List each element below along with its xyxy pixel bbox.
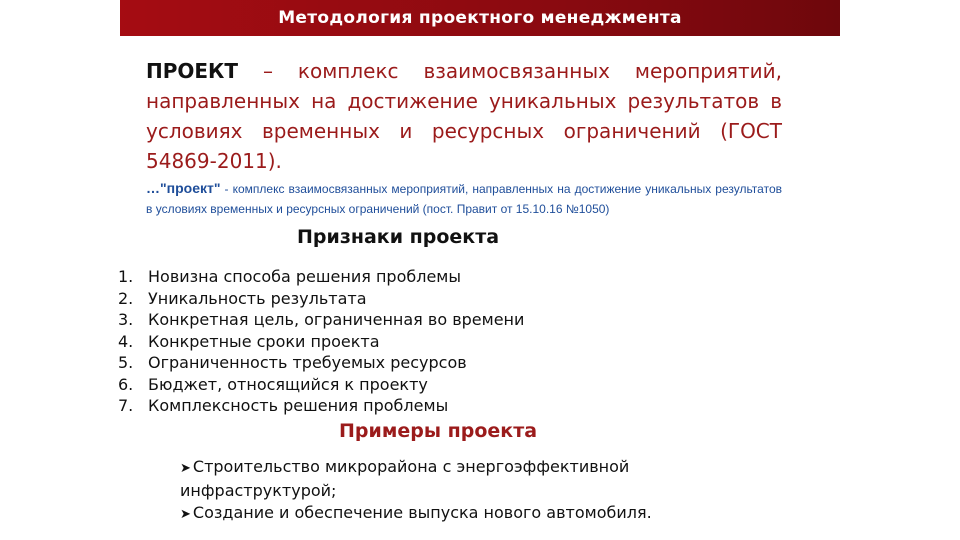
feature-item [118,288,524,310]
project-definition [146,56,782,176]
quote-term: …"проект" [146,180,221,196]
feature-number: 6. [118,374,134,394]
features-title: Признаки проекта [297,226,500,248]
feature-item [118,374,524,396]
examples-list [180,456,740,526]
quote-text: - комплекс взаимосвязанных мероприятий, направленных на достижение уникальных результатов в условиях временных и ресурсных ограничений (пост. Правит от 15.10.16 №1050) [146,182,782,216]
header-bar [120,0,840,36]
feature-number: 5. [118,353,134,372]
feature-text: Конкретная цель, ограниченная во времени [148,310,525,329]
feature-number: 7. [118,396,134,415]
features-list [118,266,524,417]
example-text: Строительство микрорайона с энергоэффективной инфраструктурой; [180,457,630,500]
arrow-right-icon: ➤ [180,461,191,476]
page-title: Методология проектного менеджмента [278,8,682,28]
arrow-right-icon: ➤ [180,507,191,522]
feature-text: Уникальность результата [148,288,367,308]
definition-term: ПРОЕКТ [146,59,239,83]
feature-text: Новизна способа решения проблемы [148,267,461,286]
feature-number: 1. [118,267,134,286]
examples-title: Примеры проекта [339,420,538,442]
feature-item [118,266,524,288]
feature-text: Бюджет, относящийся к проекту [148,374,428,394]
feature-text: Конкретные сроки проекта [148,331,380,351]
feature-item [118,309,524,331]
definition-text: – комплекс взаимосвязанных мероприятий, направленных на достижение уникальных результатов в условиях временных и ресурсных ограничений (ГОСТ 54869-2011). [146,59,782,173]
feature-item [118,331,524,353]
example-item [180,502,740,526]
feature-number: 3. [118,310,134,329]
feature-number: 2. [118,288,134,308]
example-item [180,456,740,502]
feature-item [118,352,524,374]
example-text: Создание и обеспечение выпуска нового автомобиля. [192,503,652,522]
feature-text: Ограниченность требуемых ресурсов [148,353,467,372]
feature-number: 4. [118,331,134,351]
feature-text: Комплексность решения проблемы [148,396,449,415]
regulation-quote [146,178,782,219]
feature-item [118,395,524,417]
